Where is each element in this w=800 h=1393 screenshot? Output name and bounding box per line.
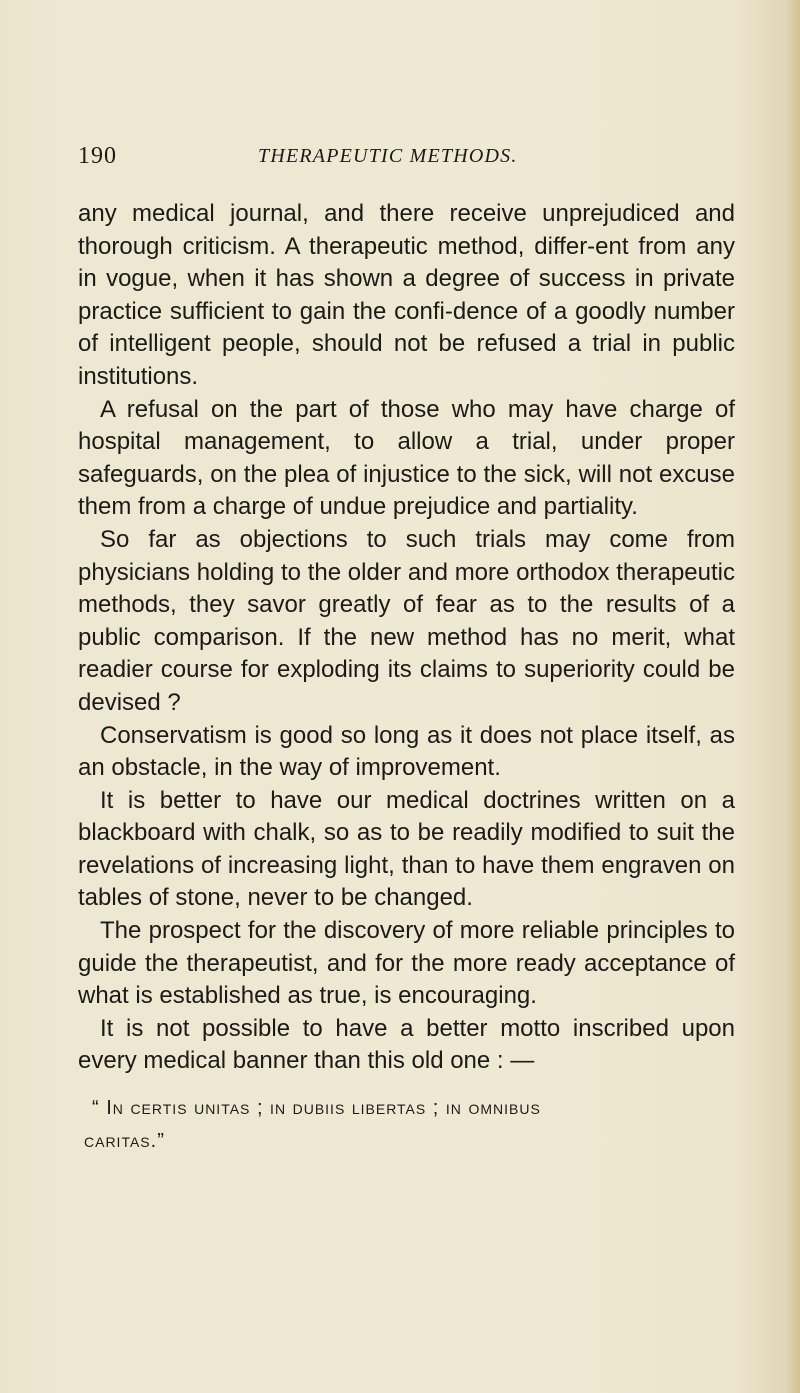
paragraph: Conservatism is good so long as it does not place itself, as an obstacle, in the way of improvement. <box>78 721 735 782</box>
paragraph: any medical journal, and there receive unprejudiced and thorough criticism. A therapeutic method, differ-ent from any in vogue, when it has shown a degree of success in private practice sufficient to gain the confi-dence of a goodly number of intelligent people, should not be refused a trial in public institutions. <box>78 200 735 390</box>
paragraph: The prospect for the discovery of more reliable principles to guide the therapeutist, and for the more ready acceptance of what is established as true, is encouraging. <box>78 917 735 1010</box>
paragraph: It is not possible to have a better motto inscribed upon every medical banner than this old one : — <box>78 1014 735 1075</box>
paragraph: So far as objections to such trials may come from physicians holding to the older and more orthodox therapeutic methods, they savor greatly of fear as to the results of a public comparison. If the new method has no merit, what readier course for exploding its claims to superiority could be devised ? <box>78 525 735 716</box>
motto-line: caritas.” <box>84 1130 165 1152</box>
paragraph: It is better to have our medical doctrines written on a blackboard with chalk, so as to be readily modified to suit the revelations of increasing light, than to have them engraven on tables of stone, never to be changed. <box>78 786 735 912</box>
running-head: THERAPEUTIC METHODS. <box>258 145 518 167</box>
page-edge-shadow <box>788 0 800 1393</box>
motto-line: “ In certis unitas ; in dubiis libertas ; in omnibus <box>92 1097 541 1119</box>
latin-motto <box>78 1092 735 1158</box>
page-header <box>78 143 748 173</box>
body-text <box>78 198 735 1078</box>
page-number: 190 <box>78 143 117 169</box>
paragraph: A refusal on the part of those who may have charge of hospital management, to allow a trial, under proper safeguards, on the plea of injustice to the sick, will not excuse them from a charge of undue prejudice and partiality. <box>78 395 735 521</box>
